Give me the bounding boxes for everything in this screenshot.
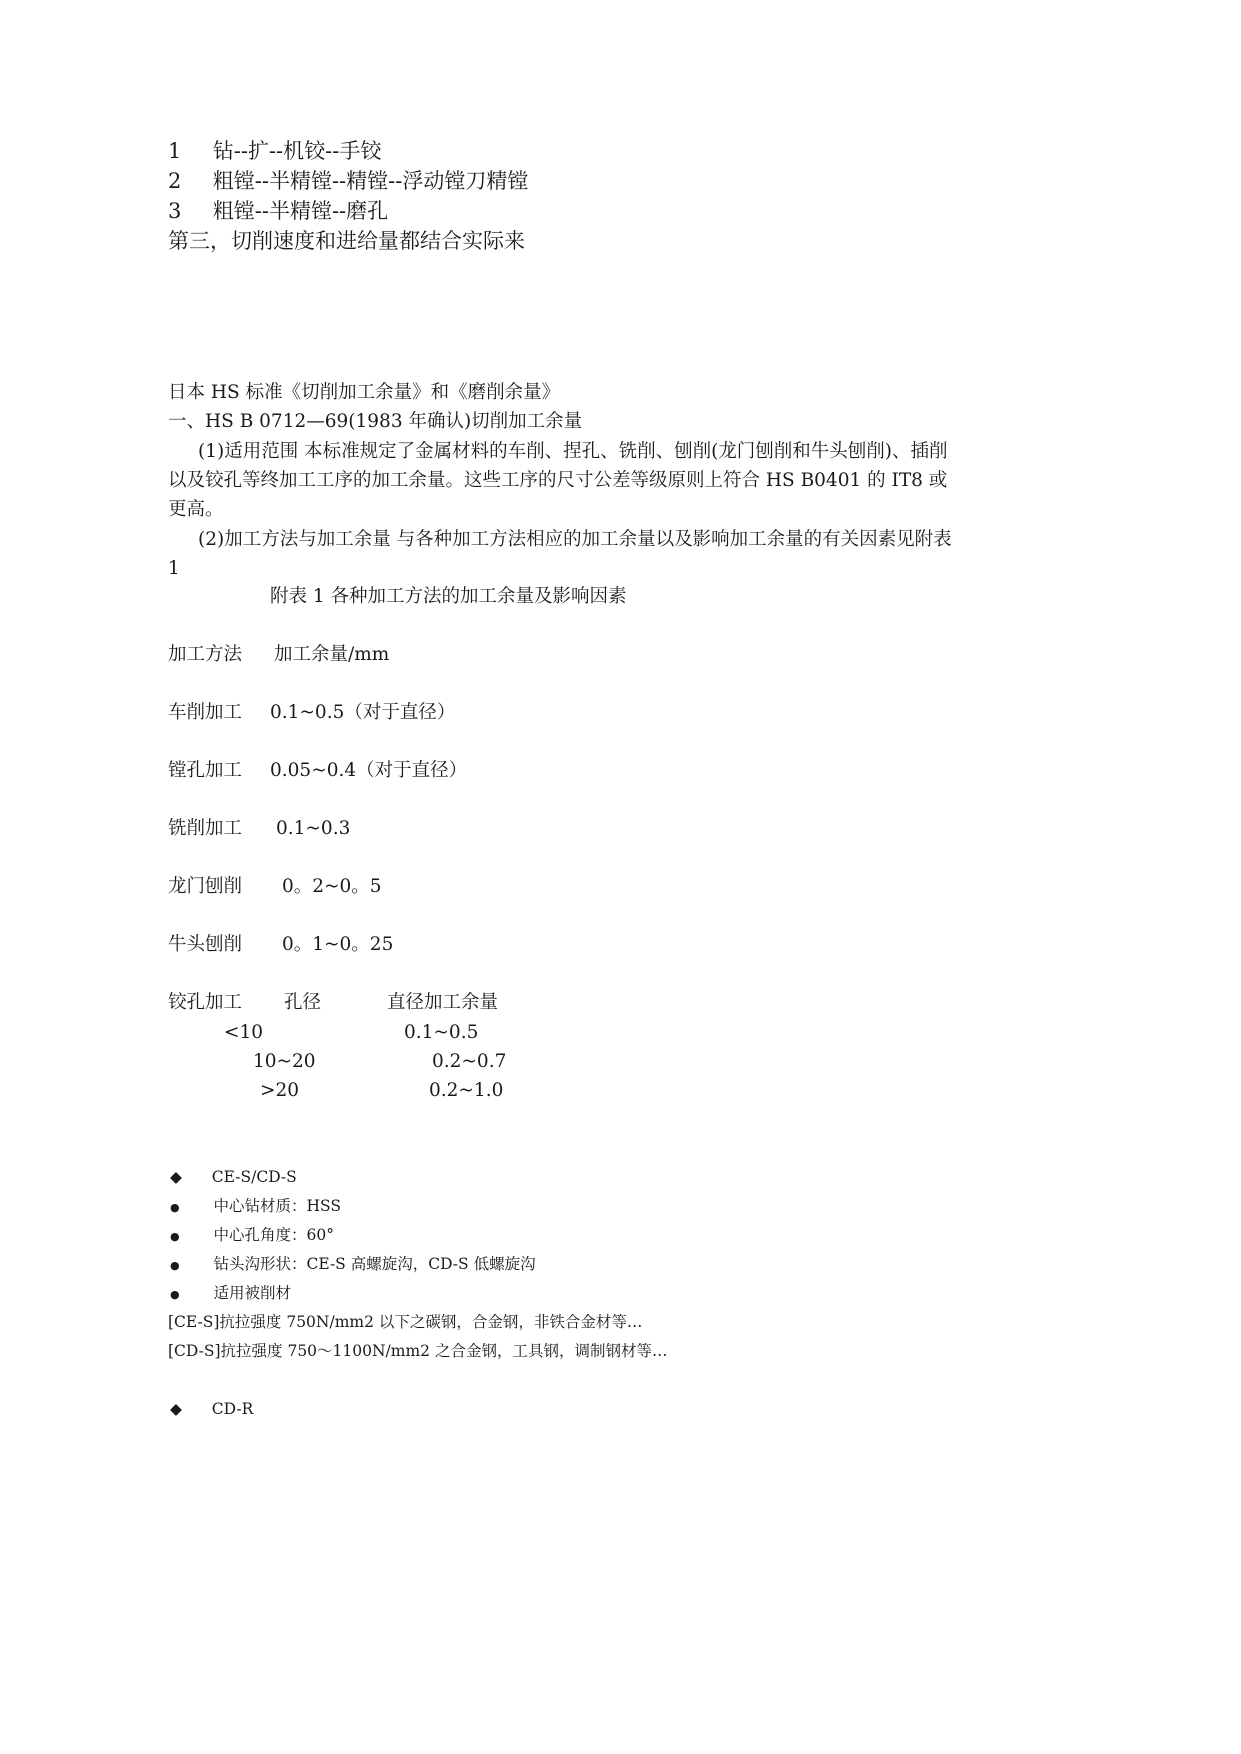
list-item-text: 钻头沟形状：CE-S 高螺旋沟，CD-S 低螺旋沟 [213,1255,536,1273]
table-row-method: 镗孔加工 [168,760,243,781]
table-row-method: 龙门刨削 [168,876,243,897]
table-row-value: 0。1~0。25 [282,934,394,955]
step-text: 粗镗--半精镗--精镗--浮动镗刀精镗 [212,169,529,193]
dot-bullet-icon: ● [170,1288,180,1301]
list-item [170,1257,536,1273]
step-text: 钻--扩--机铰--手铰 [212,139,382,163]
standard-title: 日本 HS 标准《切削加工余量》和《磨削余量》 [168,382,561,403]
table-row-value: 0.05~0.4（对于直径） [270,760,468,781]
table-row-method: 车削加工 [168,702,243,723]
step-number: 2 [168,169,182,193]
table-row-method: 牛头刨削 [168,934,243,955]
method-paragraph: (2)加工方法与加工余量 与各种加工方法相应的加工余量以及影响加工余量的有关因素见附表 1 [168,529,952,579]
table-row-method: 铣削加工 [168,818,243,839]
table-row-value: 0.1~0.3 [276,818,351,839]
drill-section-1 [170,1170,297,1186]
table-row-value: 0.1~0.5（对于直径） [270,702,456,723]
dot-bullet-icon: ● [170,1201,180,1214]
scope-paragraph: (1)适用范围 本标准规定了金属材料的车削、捏孔、铣削、刨削(龙门刨削和牛头刨削)、插削以及铰孔等终加工工序的加工余量。这些工序的尺寸公差等级原则上符合 HS B0401 的 IT8 或更高。 [168,441,948,520]
material-note: [CD-S]抗拉强度 750～1100N/mm2 之合金钢，工具钢，调制钢材等… [168,1342,668,1360]
dot-bullet-icon: ● [170,1230,180,1243]
step-2 [168,171,528,192]
dot-bullet-icon: ● [170,1259,180,1272]
material-note: [CE-S]抗拉强度 750N/mm2 以下之碳钢，合金钢，非铁合金材等… [168,1313,643,1331]
reaming-hole: 10~20 [253,1051,316,1072]
table-header-allowance: 加工余量/mm [274,644,390,665]
list-item-text: 中心孔角度：60° [213,1226,334,1244]
step-note: 第三，切削速度和进给量都结合实际来 [168,229,525,253]
drill-section-2 [170,1402,253,1418]
step-number: 3 [168,199,182,223]
diamond-bullet-icon: ◆ [170,1168,182,1186]
reaming-hole: >20 [260,1080,300,1101]
step-number: 1 [168,139,182,163]
section-title: CD-R [211,1400,254,1418]
list-item-text: 适用被削材 [213,1284,291,1302]
reaming-allowance: 0.1~0.5 [404,1022,479,1043]
step-text: 粗镗--半精镗--磨孔 [212,199,389,223]
step-3 [168,201,388,222]
step-1 [168,141,381,162]
reaming-allowance: 0.2~0.7 [432,1051,507,1072]
section-title: CE-S/CD-S [211,1168,297,1186]
reaming-allowance: 0.2~1.0 [429,1080,504,1101]
list-item-text: 中心钻材质：HSS [213,1197,341,1215]
reaming-method: 铰孔加工 [168,992,243,1013]
table-row-value: 0。2~0。5 [282,876,382,897]
reaming-header-hole: 孔径 [284,992,322,1013]
table-caption: 附表 1 各种加工方法的加工余量及影响因素 [270,586,627,607]
reaming-header-allowance: 直径加工余量 [387,992,499,1013]
section-heading: 一、HS B 0712—69(1983 年确认)切削加工余量 [168,411,583,432]
table-header-method: 加工方法 [168,644,243,665]
list-item [170,1199,341,1215]
list-item [170,1286,291,1302]
reaming-hole: <10 [224,1022,264,1043]
list-item [170,1228,334,1244]
diamond-bullet-icon: ◆ [170,1400,182,1418]
